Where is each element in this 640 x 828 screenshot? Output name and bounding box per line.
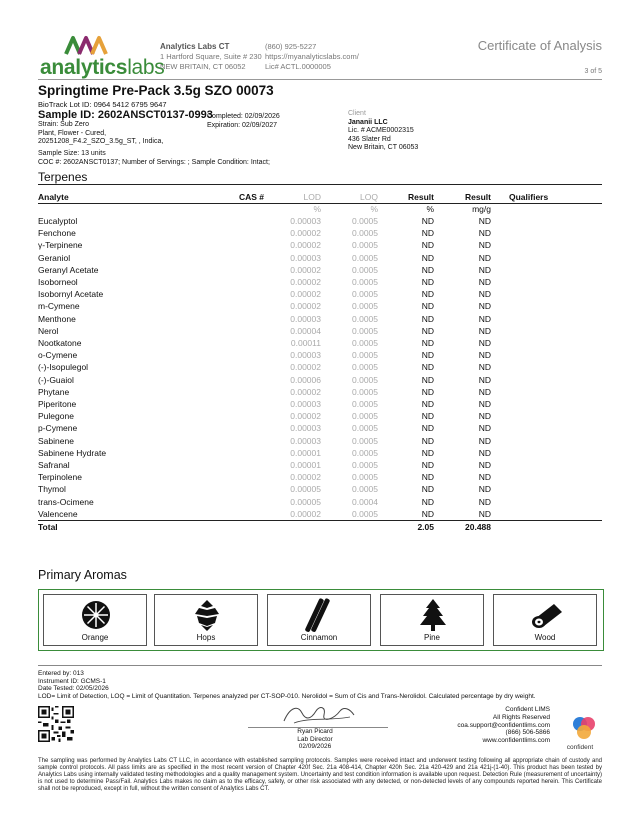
qualifier-cell — [491, 313, 602, 325]
qualifier-cell — [491, 325, 602, 337]
table-row — [38, 276, 602, 288]
result-pct-cell: ND — [421, 338, 434, 349]
table-row — [38, 374, 602, 386]
cas-cell — [224, 508, 264, 521]
document-title: Certificate of Analysis — [477, 38, 602, 53]
table-row — [38, 325, 602, 337]
lod-cell: 0.00003 — [290, 423, 321, 434]
analyte-cell: Eucalyptol — [38, 216, 78, 226]
analyte-cell: (-)-Guaiol — [38, 374, 74, 385]
loq-cell: 0.0005 — [352, 313, 378, 324]
aroma-pine — [380, 594, 484, 646]
confident-wordmark: confident — [566, 744, 594, 751]
strain: Strain: Sub Zero — [38, 121, 89, 128]
loq-cell: 0.0005 — [352, 447, 378, 458]
unit-lod: % — [313, 204, 321, 214]
lod-cell: 0.00004 — [290, 325, 321, 336]
result-pct-cell: ND — [421, 472, 434, 483]
loq-cell: 0.0005 — [352, 350, 378, 361]
lab-website[interactable]: https://myanalyticslabs.com/ — [265, 52, 359, 61]
cas-cell — [224, 349, 264, 361]
qualifier-cell — [491, 459, 602, 471]
qualifier-cell — [491, 227, 602, 239]
loq-cell: 0.0005 — [352, 338, 378, 349]
loq-cell: 0.0005 — [352, 252, 378, 263]
qualifier-cell — [491, 239, 602, 251]
result-pct-cell: ND — [421, 252, 434, 263]
qualifier-cell — [491, 398, 602, 410]
lod-cell: 0.00011 — [290, 338, 321, 349]
qualifier-cell — [491, 410, 602, 422]
unit-result-pct: % — [426, 204, 434, 214]
aroma-label: Wood — [534, 633, 556, 642]
result-pct-cell: ND — [421, 289, 434, 300]
client-address-2: New Britain, CT 06053 — [348, 144, 419, 151]
lod-cell: 0.00002 — [290, 362, 321, 373]
cas-cell — [224, 521, 264, 534]
date-tested: Date Tested: 02/05/2026 — [38, 685, 109, 692]
cas-cell — [224, 276, 264, 288]
table-row — [38, 398, 602, 410]
result-pct-cell: ND — [421, 374, 434, 385]
analyte-cell: Menthone — [38, 313, 76, 324]
aroma-label: Orange — [81, 633, 109, 642]
signature-icon — [280, 703, 360, 727]
result-pct-cell: ND — [421, 447, 434, 458]
cinnamon-icon — [300, 598, 340, 632]
loq-cell: 0.0005 — [352, 411, 378, 422]
result-mg-cell: ND — [478, 496, 491, 507]
result-pct-cell: ND — [421, 423, 434, 434]
table-row — [38, 459, 602, 471]
orange-icon — [76, 598, 116, 632]
loq-cell: 0.0005 — [352, 228, 378, 239]
result-pct-cell: ND — [421, 228, 434, 239]
result-mg-cell: ND — [478, 228, 491, 239]
client-address-1: 436 Slater Rd — [348, 135, 391, 143]
total-label: Total — [38, 521, 224, 534]
disclaimer: The sampling was performed by Analytics Labs CT LLC, in accordance with established sampling protocols. Samples were received intact and underwent testing following all appropriate chain of custody and sample control protocols. All pass limits are as specified in the most recent version of Chapter 420f Sec. 21a 408-414, Chapter 420h Sec. 21a 420-429 and 21a 421j-(1-40). This product has been tested by Analytics Labs using internally validated testing methodologies and a quality management system. Uncertainty and test condition information is available upon request. Detection Rule (measurement of uncertainty) is not used to determine Pass/Fail. Analytics Labs makes no claim as to the efficacy, safety, or other risk associated with any detected, or non-detected levels of any compounds reported herein. This Certificate shall not be reproduced, except in full, without the written consent of Analytics Labs CT. — [38, 758, 602, 792]
loq-cell: 0.0005 — [352, 240, 378, 251]
result-pct-cell: ND — [421, 399, 434, 410]
lod-cell: 0.00003 — [290, 216, 321, 226]
analyte-cell: Geraniol — [38, 252, 71, 263]
lod-cell: 0.00002 — [290, 301, 321, 312]
analyte-cell: Valencene — [38, 508, 78, 519]
hops-icon — [187, 598, 227, 632]
col-analyte: Analyte — [38, 192, 224, 204]
result-pct-cell: ND — [421, 508, 434, 519]
cas-cell — [224, 435, 264, 447]
result-pct-cell: ND — [421, 484, 434, 495]
result-mg-cell: ND — [478, 216, 491, 226]
section-divider — [38, 184, 602, 185]
signer-date: 02/09/2026 — [298, 743, 332, 750]
qualifier-cell — [491, 288, 602, 300]
cas-cell — [224, 313, 264, 325]
result-pct-cell: ND — [421, 350, 434, 361]
cas-cell — [224, 398, 264, 410]
table-row — [38, 337, 602, 349]
table-row — [38, 288, 602, 300]
table-header — [38, 192, 602, 204]
result-mg-cell: ND — [478, 252, 491, 263]
unit-result-mg: mg/g — [472, 204, 491, 214]
analyte-cell: o-Cymene — [38, 350, 78, 361]
qualifier-cell — [491, 483, 602, 495]
aroma-cinnamon — [267, 594, 371, 646]
coc-info: COC #: 2602ANSCT0137; Number of Servings: ; Sample Condition: Intact; — [38, 158, 270, 166]
table-row — [38, 239, 602, 251]
lab-license: Lic# ACTL.0000005 — [265, 62, 331, 71]
lod-cell: 0.00003 — [290, 252, 321, 263]
signer-title: Lab Director — [297, 735, 333, 743]
result-mg-cell: ND — [478, 362, 491, 373]
loq-cell: 0.0005 — [352, 277, 378, 288]
cas-cell — [224, 361, 264, 373]
lod-cell: 0.00002 — [290, 508, 321, 519]
cas-cell — [224, 496, 264, 508]
analyte-cell: Thymol — [38, 484, 66, 495]
loq-cell: 0.0005 — [352, 374, 378, 385]
lab-address-2: NEW BRITAIN, CT 06052 — [160, 62, 246, 71]
signer-name: Ryan Picard — [297, 728, 333, 735]
result-pct-cell: ND — [421, 496, 434, 507]
cas-cell — [224, 227, 264, 239]
result-mg-cell: ND — [478, 350, 491, 361]
result-mg-cell: ND — [478, 374, 491, 385]
cas-cell — [224, 459, 264, 471]
cas-cell — [224, 325, 264, 337]
sample-dates — [207, 112, 280, 130]
loq-cell: 0.0005 — [352, 435, 378, 446]
lod-cell: 0.00002 — [290, 386, 321, 397]
lod-cell: 0.00002 — [290, 264, 321, 275]
lod-cell: 0.00002 — [290, 472, 321, 483]
aroma-wood — [493, 594, 597, 646]
lab-contact — [265, 42, 359, 72]
lab-name: Analytics Labs CT — [160, 42, 230, 51]
test-info — [38, 670, 536, 700]
lod-cell: 0.00003 — [290, 350, 321, 361]
lims-email[interactable]: coa.support@confidentlims.com — [457, 721, 550, 729]
result-mg-cell: ND — [478, 277, 491, 288]
analyte-cell: Fenchone — [38, 228, 76, 239]
cas-cell — [224, 300, 264, 312]
lod-cell: 0.00002 — [290, 289, 321, 300]
analyte-cell: Sabinene — [38, 435, 74, 446]
entered-by: Entered by: 013 — [38, 670, 84, 677]
cas-cell — [224, 215, 264, 227]
loq-cell: 0.0004 — [352, 496, 378, 507]
loq-cell: 0.0005 — [352, 399, 378, 410]
analyte-cell: Isoborneol — [38, 277, 78, 288]
aroma-hops — [154, 594, 258, 646]
result-mg-cell: ND — [478, 325, 491, 336]
completed-date: Completed: 02/09/2026 — [207, 113, 280, 120]
aroma-label: Pine — [423, 633, 440, 642]
qualifier-cell — [491, 374, 602, 386]
table-row — [38, 313, 602, 325]
table-row — [38, 227, 602, 239]
lod-cell: 0.00005 — [290, 484, 321, 495]
result-mg-cell: ND — [478, 289, 491, 300]
lims-info — [457, 706, 550, 745]
analyte-cell: Nerol — [38, 325, 59, 336]
analyte-cell: (-)-Isopulegol — [38, 362, 89, 373]
lab-phone: (860) 925-5227 — [265, 42, 317, 51]
analyte-cell: γ-Terpinene — [38, 240, 83, 251]
analytics-labs-logo-icon — [64, 34, 112, 56]
result-pct-cell: ND — [421, 411, 434, 422]
lod-cell: 0.00003 — [290, 399, 321, 410]
header-divider — [38, 79, 602, 80]
table-total-row — [38, 521, 602, 534]
sample-details — [38, 150, 270, 167]
client-label: Client — [348, 110, 366, 117]
loq-cell: 0.0005 — [352, 460, 378, 471]
cas-cell — [224, 410, 264, 422]
table-row — [38, 215, 602, 227]
qualifier-cell — [491, 337, 602, 349]
analyte-cell: Safranal — [38, 460, 70, 471]
instrument-id: Instrument ID: GCMS-1 — [38, 677, 106, 685]
result-mg-cell: ND — [478, 386, 491, 397]
result-pct-cell: ND — [421, 240, 434, 251]
cas-cell — [224, 288, 264, 300]
loq-cell — [321, 521, 378, 534]
result-pct-cell: ND — [421, 277, 434, 288]
loq-cell: 0.0005 — [352, 325, 378, 336]
col-qualifiers: Qualifiers — [491, 192, 602, 204]
cas-cell — [224, 337, 264, 349]
result-pct-cell: ND — [421, 301, 434, 312]
table-row — [38, 496, 602, 508]
analyte-cell: m-Cymene — [38, 301, 80, 312]
result-pct-cell: ND — [421, 460, 434, 471]
result-pct-cell: ND — [421, 264, 434, 275]
wood-icon — [526, 598, 566, 632]
biotrack-lot-id: BioTrack Lot ID: 0964 5412 6795 9647 — [38, 100, 167, 109]
client-name: Jananii LLC — [348, 118, 388, 126]
cas-cell — [224, 239, 264, 251]
lod-cell: 0.00002 — [290, 411, 321, 422]
table-units-row — [38, 204, 602, 216]
method-notes: LOD= Limit of Detection, LOQ = Limit of Quantitation. Terpenes analyzed per CT-SOP-010. Nerolidol = Sum of Cis and Trans-Nerolidol. Calculated percentage by dry weight. — [38, 692, 536, 700]
qualifier-cell — [491, 276, 602, 288]
qualifier-cell — [491, 422, 602, 434]
lod-cell: 0.00003 — [290, 435, 321, 446]
loq-cell: 0.0005 — [352, 508, 378, 519]
qualifier-cell — [491, 252, 602, 264]
result-mg-cell: ND — [478, 423, 491, 434]
result-pct-cell: ND — [421, 216, 434, 226]
loq-cell: 0.0005 — [352, 264, 378, 275]
total-mg: 20.488 — [434, 521, 491, 534]
result-mg-cell: ND — [478, 484, 491, 495]
result-pct-cell: ND — [421, 313, 434, 324]
signer-block — [270, 728, 360, 751]
table-row — [38, 508, 602, 521]
result-mg-cell: ND — [478, 301, 491, 312]
lod-cell — [264, 521, 321, 534]
cas-cell — [224, 422, 264, 434]
qualifier-cell — [491, 386, 602, 398]
qualifier-cell — [491, 496, 602, 508]
sample-id: Sample ID: 2602ANSCT0137-0993 — [38, 109, 213, 121]
result-mg-cell: ND — [478, 264, 491, 275]
table-row — [38, 300, 602, 312]
terpenes-section-title: Terpenes — [38, 170, 88, 184]
table-row — [38, 410, 602, 422]
loq-cell: 0.0005 — [352, 484, 378, 495]
col-result-mg: Result — [434, 192, 491, 204]
result-pct-cell: ND — [421, 325, 434, 336]
terpenes-table — [38, 192, 602, 533]
qualifier-cell — [491, 300, 602, 312]
analyte-cell: Phytane — [38, 386, 70, 397]
analyte-cell: Piperitone — [38, 399, 77, 410]
cas-cell — [224, 386, 264, 398]
product-title: Springtime Pre-Pack 3.5g SZO 00073 — [38, 83, 274, 98]
table-row — [38, 447, 602, 459]
loq-cell: 0.0005 — [352, 289, 378, 300]
sample-size: Sample Size: 13 units — [38, 150, 106, 157]
result-mg-cell: ND — [478, 460, 491, 471]
cas-cell — [224, 483, 264, 495]
result-mg-cell: ND — [478, 399, 491, 410]
table-row — [38, 349, 602, 361]
logo-wordmark: analyticslabs — [40, 56, 165, 79]
loq-cell: 0.0005 — [352, 216, 378, 226]
lod-cell: 0.00002 — [290, 228, 321, 239]
lims-website[interactable]: www.confidentlims.com — [482, 737, 550, 745]
client-info — [348, 110, 418, 153]
primary-aromas-title: Primary Aromas — [38, 568, 127, 582]
cas-cell — [224, 264, 264, 276]
analyte-cell: trans-Ocimene — [38, 496, 94, 507]
col-result-pct: Result — [378, 192, 434, 204]
product-type: Plant, Flower - Cured, — [38, 129, 107, 137]
expiration-date: Expiration: 02/09/2027 — [207, 122, 278, 129]
lims-name: Confident LIMS — [505, 706, 550, 713]
col-lod: LOD — [264, 192, 321, 204]
lims-rights: All Rights Reserved — [492, 713, 550, 721]
lod-cell: 0.00002 — [290, 240, 321, 251]
analyte-cell: Sabinene Hydrate — [38, 447, 107, 458]
lod-cell: 0.00001 — [290, 460, 321, 471]
table-row — [38, 435, 602, 447]
result-mg-cell: ND — [478, 240, 491, 251]
qualifier-cell — [491, 361, 602, 373]
qr-code-icon[interactable] — [38, 706, 74, 742]
footer-divider — [38, 665, 602, 666]
cas-cell — [224, 471, 264, 483]
analyte-cell: Terpinolene — [38, 472, 82, 483]
analyte-cell: Nootkatone — [38, 338, 82, 349]
cas-cell — [224, 252, 264, 264]
lab-info — [160, 42, 262, 72]
qualifier-cell — [491, 435, 602, 447]
col-loq: LOQ — [321, 192, 378, 204]
aromas-panel — [38, 589, 604, 651]
result-mg-cell: ND — [478, 338, 491, 349]
result-mg-cell: ND — [478, 411, 491, 422]
table-row — [38, 252, 602, 264]
analyte-cell: Geranyl Acetate — [38, 264, 99, 275]
aroma-orange — [43, 594, 147, 646]
col-cas: CAS # — [224, 192, 264, 204]
unit-loq: % — [370, 204, 378, 214]
table-row — [38, 471, 602, 483]
lod-cell: 0.00002 — [290, 277, 321, 288]
qualifier-cell — [491, 349, 602, 361]
cas-cell — [224, 447, 264, 459]
lod-cell: 0.00003 — [290, 313, 321, 324]
aroma-label: Cinnamon — [300, 633, 338, 642]
qualifier-cell — [491, 264, 602, 276]
result-mg-cell: ND — [478, 313, 491, 324]
pine-icon — [413, 598, 453, 632]
loq-cell: 0.0005 — [352, 362, 378, 373]
page-number: 3 of 5 — [584, 68, 602, 75]
lod-cell: 0.00005 — [290, 496, 321, 507]
batch-id: 20251208_F4.2_SZO_3.5g_ST, , Indica, — [38, 138, 164, 145]
result-pct-cell: ND — [421, 362, 434, 373]
table-row — [38, 264, 602, 276]
cas-cell — [224, 374, 264, 386]
result-pct-cell: ND — [421, 435, 434, 446]
total-pct: 2.05 — [378, 521, 434, 534]
table-row — [38, 422, 602, 434]
loq-cell: 0.0005 — [352, 423, 378, 434]
qualifier-cell — [491, 521, 602, 534]
table-row — [38, 483, 602, 495]
lab-address-1: 1 Hartford Square, Suite # 230 — [160, 52, 262, 61]
result-mg-cell: ND — [478, 435, 491, 446]
analyte-cell: Pulegone — [38, 411, 74, 422]
loq-cell: 0.0005 — [352, 301, 378, 312]
table-row — [38, 361, 602, 373]
lod-cell: 0.00001 — [290, 447, 321, 458]
analyte-cell: Isobornyl Acetate — [38, 289, 104, 300]
table-row — [38, 386, 602, 398]
aroma-label: Hops — [196, 633, 216, 642]
result-mg-cell: ND — [478, 508, 491, 519]
confident-logo-icon — [568, 712, 600, 744]
client-license: Lic. # ACME0002315 — [348, 127, 414, 134]
lims-phone: (866) 506-5866 — [505, 729, 550, 737]
result-mg-cell: ND — [478, 447, 491, 458]
result-pct-cell: ND — [421, 386, 434, 397]
loq-cell: 0.0005 — [352, 386, 378, 397]
analyte-cell: p-Cymene — [38, 423, 78, 434]
qualifier-cell — [491, 508, 602, 521]
strain-info — [38, 121, 163, 147]
qualifier-cell — [491, 215, 602, 227]
qualifier-cell — [491, 471, 602, 483]
lod-cell: 0.00006 — [290, 374, 321, 385]
loq-cell: 0.0005 — [352, 472, 378, 483]
qualifier-cell — [491, 447, 602, 459]
result-mg-cell: ND — [478, 472, 491, 483]
